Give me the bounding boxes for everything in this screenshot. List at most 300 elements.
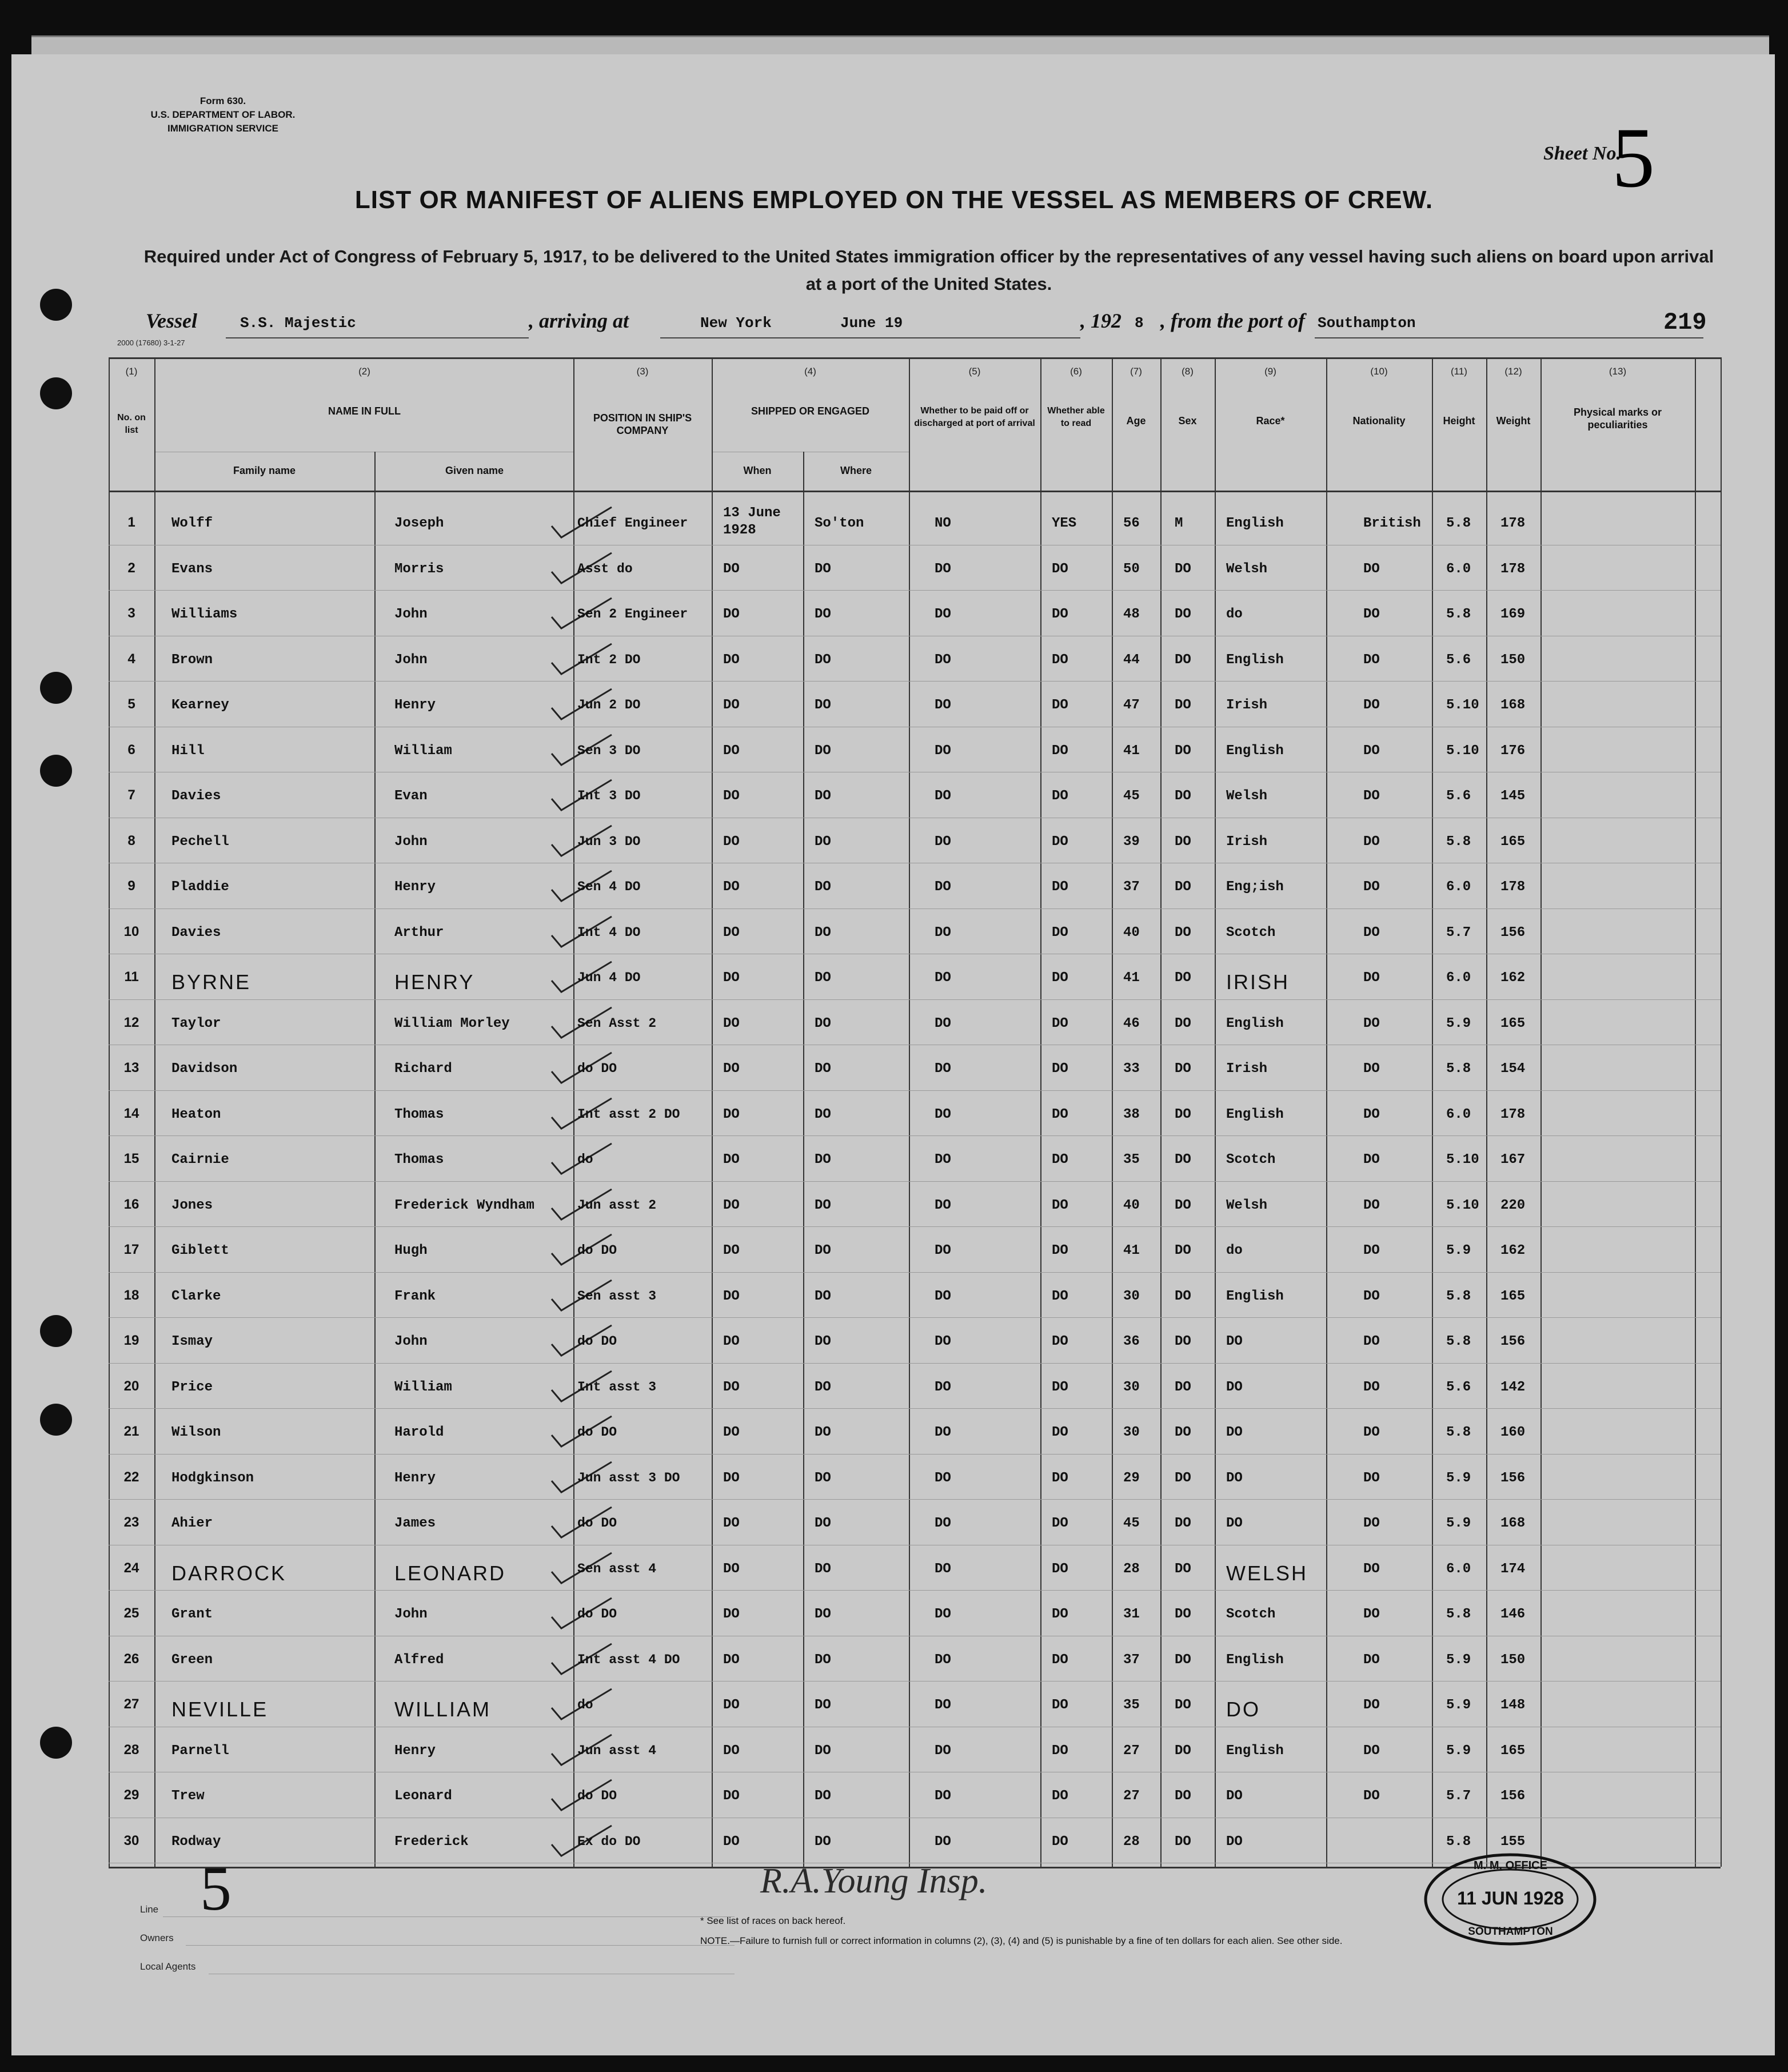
cell-weight: 165 <box>1500 1743 1526 1759</box>
col-number: (4) <box>804 366 816 377</box>
cell-shipped-where: DO <box>815 879 831 895</box>
cell-shipped-where: DO <box>815 561 831 577</box>
cell-given-name: Henry <box>394 1743 436 1759</box>
col-number: (6) <box>1070 366 1082 377</box>
cell-weight: 168 <box>1500 698 1526 713</box>
cell-race: DO <box>1226 1425 1243 1440</box>
form-header <box>109 94 337 136</box>
punch-hole <box>40 1727 72 1759</box>
cell-age: 47 <box>1123 698 1140 713</box>
cell-position: Jun 3 DO <box>577 834 641 849</box>
cell-given-name: Arthur <box>394 925 444 941</box>
cell-race: Welsh <box>1226 788 1268 804</box>
cell-given-name: James <box>394 1516 436 1531</box>
vessel-name: S.S. Majestic <box>240 314 356 332</box>
col-head-given: Given name <box>445 465 504 476</box>
cell-family-name: Parnell <box>171 1743 229 1759</box>
cell-weight: 165 <box>1500 1288 1526 1304</box>
footnote-races: * See list of races on back hereof. <box>700 1915 846 1926</box>
cell-row-number: 6 <box>127 742 135 758</box>
cell-age: 27 <box>1123 1788 1140 1804</box>
cell-given-name: John <box>394 1607 428 1622</box>
cell-paid-off: NO <box>935 516 951 531</box>
cell-nationality: DO <box>1363 1379 1380 1395</box>
cell-given-name: Joseph <box>394 516 444 531</box>
cell-shipped-where: DO <box>815 1516 831 1531</box>
cell-able-to-read: DO <box>1052 561 1068 577</box>
cell-shipped-when: DO <box>723 925 740 941</box>
footer-line-value: 5 <box>200 1854 232 1923</box>
cell-paid-off: DO <box>935 788 951 804</box>
cell-family-name: Ahier <box>171 1516 213 1531</box>
cell-nationality: DO <box>1363 1743 1380 1759</box>
cell-sex: DO <box>1175 1425 1191 1440</box>
cell-weight: 156 <box>1500 925 1526 941</box>
punch-hole <box>40 755 72 787</box>
department: U.S. DEPARTMENT OF LABOR. <box>150 109 296 120</box>
cell-position: do DO <box>577 1334 617 1349</box>
cell-row-number: 11 <box>124 969 139 985</box>
cell-nationality: DO <box>1363 1243 1380 1258</box>
cell-weight: 174 <box>1500 1561 1526 1577</box>
arrival-date: June 19 <box>840 314 903 332</box>
cell-position: do <box>577 1152 593 1167</box>
cell-age: 40 <box>1123 925 1140 941</box>
cell-family-name: Rodway <box>171 1834 221 1850</box>
col-border <box>712 357 713 1867</box>
cell-row-number: 5 <box>127 696 135 712</box>
cell-age: 41 <box>1123 743 1140 759</box>
cell-height: 5.6 <box>1446 652 1471 668</box>
cell-position: Sen 2 Engineer <box>577 607 688 621</box>
page-subtitle: Required under Act of Congress of February 5, 1917, to be delivered to the United States immigration officer by the representatives of any vessel having such aliens on board upon arrival at a port of the United States. <box>143 246 1714 294</box>
cell-shipped-where: DO <box>815 1106 831 1122</box>
cell-weight: 178 <box>1500 1106 1526 1122</box>
cell-race: WELSH <box>1226 1561 1308 1585</box>
cell-nationality: DO <box>1363 1470 1380 1486</box>
cell-position: Int asst 4 DO <box>577 1652 680 1667</box>
cell-given-name: William <box>394 743 452 759</box>
cell-family-name: Davidson <box>171 1061 238 1077</box>
cell-shipped-where: DO <box>815 1561 831 1577</box>
col-border <box>1486 357 1487 1867</box>
col-head-paid-off: Whether to be paid off or discharged at port of arrival <box>914 406 1035 428</box>
cell-shipped-when: DO <box>723 1834 740 1850</box>
cell-family-name: Green <box>171 1652 213 1668</box>
year-label: , 192 <box>1080 309 1122 332</box>
cell-family-name: Ismay <box>171 1334 213 1349</box>
cell-nationality: DO <box>1363 1607 1380 1622</box>
cell-able-to-read: DO <box>1052 1379 1068 1395</box>
cell-shipped-when: DO <box>723 1470 740 1486</box>
cell-race: Scotch <box>1226 1152 1276 1168</box>
col-border <box>1215 357 1216 1867</box>
cell-race: DO <box>1226 1470 1243 1486</box>
cell-sex: DO <box>1175 1379 1191 1395</box>
cell-weight: 150 <box>1500 1652 1526 1668</box>
cell-able-to-read: DO <box>1052 1425 1068 1440</box>
cell-family-name: DARROCK <box>171 1561 287 1585</box>
col-border <box>1721 357 1722 1867</box>
cell-shipped-where: DO <box>815 652 831 668</box>
arriving-label: , arriving at <box>529 309 629 332</box>
cell-age: 39 <box>1123 834 1140 850</box>
cell-sex: DO <box>1175 1743 1191 1759</box>
cell-sex: DO <box>1175 1243 1191 1258</box>
cell-nationality: DO <box>1363 1652 1380 1668</box>
cell-given-name: WILLIAM <box>394 1698 492 1721</box>
cell-family-name: Kearney <box>171 698 229 713</box>
cell-position: do DO <box>577 1607 617 1621</box>
cell-nationality: DO <box>1363 1561 1380 1577</box>
table-row-rule <box>109 681 1721 682</box>
cell-height: 5.9 <box>1446 1243 1471 1258</box>
cell-shipped-where: So'ton <box>815 516 864 531</box>
cell-position: Int 3 DO <box>577 788 641 803</box>
cell-race: do <box>1226 607 1243 622</box>
cell-race: English <box>1226 743 1284 759</box>
cell-nationality: DO <box>1363 834 1380 850</box>
cell-age: 46 <box>1123 1015 1140 1031</box>
cell-given-name: Henry <box>394 1470 436 1486</box>
cell-family-name: Davies <box>171 788 221 804</box>
cell-given-name: Henry <box>394 698 436 713</box>
cell-height: 6.0 <box>1446 970 1471 986</box>
col-head-height: Height <box>1443 415 1475 427</box>
cell-age: 41 <box>1123 1243 1140 1258</box>
cell-family-name: Price <box>171 1379 213 1395</box>
cell-position: Sen Asst 2 <box>577 1015 657 1031</box>
cell-paid-off: DO <box>935 1834 951 1850</box>
cell-row-number: 23 <box>123 1515 139 1530</box>
cell-race: English <box>1226 1106 1284 1122</box>
col-number: (10) <box>1370 366 1388 377</box>
cell-given-name: Morris <box>394 561 444 577</box>
cell-nationality: DO <box>1363 1106 1380 1122</box>
cell-able-to-read: DO <box>1052 607 1068 622</box>
cell-weight: 156 <box>1500 1788 1526 1804</box>
col-border <box>1432 357 1433 1867</box>
cell-height: 6.0 <box>1446 1106 1471 1122</box>
cell-family-name: Jones <box>171 1197 213 1213</box>
vessel-underline <box>226 337 529 338</box>
arrival-underline <box>660 337 1080 338</box>
col-number: (7) <box>1130 366 1142 377</box>
cell-able-to-read: DO <box>1052 1652 1068 1668</box>
cell-shipped-where: DO <box>815 1379 831 1395</box>
cell-family-name: Cairnie <box>171 1152 229 1168</box>
cell-able-to-read: DO <box>1052 1698 1068 1713</box>
col-head-sex: Sex <box>1178 415 1197 427</box>
cell-family-name: Evans <box>171 561 213 577</box>
punch-hole <box>40 377 72 409</box>
form-code: 2000 (17680) 3-1-27 <box>117 338 185 347</box>
cell-able-to-read: DO <box>1052 1743 1068 1759</box>
cell-position: Asst do <box>577 561 633 576</box>
col-border <box>1326 357 1327 1867</box>
cell-paid-off: DO <box>935 1379 951 1395</box>
cell-weight: 150 <box>1500 652 1526 668</box>
cell-age: 30 <box>1123 1425 1140 1440</box>
cell-row-number: 7 <box>127 787 135 803</box>
footer-owners-label: Owners <box>140 1932 174 1943</box>
cell-shipped-where: DO <box>815 743 831 759</box>
col-number: (8) <box>1182 366 1194 377</box>
cell-weight: 165 <box>1500 1015 1526 1031</box>
vessel-label: Vessel <box>146 309 197 332</box>
cell-race: Eng;ish <box>1226 879 1284 895</box>
cell-given-name: William Morley <box>394 1015 510 1031</box>
cell-weight: 148 <box>1500 1698 1526 1713</box>
cell-able-to-read: DO <box>1052 1106 1068 1122</box>
cell-shipped-when: DO <box>723 1607 740 1622</box>
cell-height: 6.0 <box>1446 1561 1471 1577</box>
cell-able-to-read: DO <box>1052 1788 1068 1804</box>
cell-nationality: DO <box>1363 1288 1380 1304</box>
cell-paid-off: DO <box>935 1652 951 1668</box>
cell-position: Sen asst 3 <box>577 1288 657 1304</box>
cell-given-name: LEONARD <box>394 1561 506 1585</box>
cell-age: 36 <box>1123 1334 1140 1349</box>
cell-family-name: Hodgkinson <box>171 1470 254 1486</box>
cell-height: 5.8 <box>1446 1288 1471 1304</box>
cell-shipped-where: DO <box>815 1698 831 1713</box>
cell-height: 5.10 <box>1446 1197 1479 1213</box>
cell-given-name: Leonard <box>394 1788 452 1804</box>
cell-shipped-when: DO <box>723 561 740 577</box>
cell-position: do DO <box>577 1788 617 1803</box>
cell-sex: DO <box>1175 788 1191 804</box>
cell-shipped-where: DO <box>815 1607 831 1622</box>
cell-position: Sen 3 DO <box>577 743 641 758</box>
cell-height: 5.8 <box>1446 1061 1471 1077</box>
cell-height: 5.8 <box>1446 1607 1471 1622</box>
cell-family-name: BYRNE <box>171 970 252 994</box>
cell-shipped-where: DO <box>815 1743 831 1759</box>
cell-weight: 168 <box>1500 1516 1526 1531</box>
cell-nationality: DO <box>1363 1152 1380 1168</box>
cell-sex: DO <box>1175 743 1191 759</box>
cell-family-name: Giblett <box>171 1243 229 1258</box>
cell-sex: DO <box>1175 925 1191 941</box>
cell-row-number: 14 <box>123 1105 139 1121</box>
col-border <box>909 357 910 1867</box>
cell-race: Welsh <box>1226 1197 1268 1213</box>
cell-sex: DO <box>1175 1470 1191 1486</box>
from-label: , from the port of <box>1160 309 1306 332</box>
cell-paid-off: DO <box>935 1425 951 1440</box>
cell-row-number: 4 <box>127 651 135 667</box>
cell-race: Scotch <box>1226 1607 1276 1622</box>
cell-row-number: 18 <box>123 1287 139 1303</box>
cell-nationality: DO <box>1363 970 1380 986</box>
cell-able-to-read: DO <box>1052 1243 1068 1258</box>
cell-age: 28 <box>1123 1561 1140 1577</box>
cell-age: 37 <box>1123 1652 1140 1668</box>
cell-race: DO <box>1226 1334 1243 1349</box>
cell-able-to-read: DO <box>1052 1334 1068 1349</box>
cell-family-name: Wilson <box>171 1425 221 1440</box>
cell-given-name: Evan <box>394 788 428 804</box>
cell-sex: DO <box>1175 1015 1191 1031</box>
cell-weight: 165 <box>1500 834 1526 850</box>
table-row-rule <box>109 1226 1721 1227</box>
table-row-rule <box>109 1454 1721 1455</box>
col-border <box>803 452 804 1867</box>
cell-sex: DO <box>1175 1288 1191 1304</box>
cell-shipped-when: DO <box>723 1652 740 1668</box>
cell-nationality: DO <box>1363 1334 1380 1349</box>
cell-paid-off: DO <box>935 1334 951 1349</box>
cell-family-name: Brown <box>171 652 213 668</box>
cell-position: Jun asst 4 <box>577 1743 657 1758</box>
cell-shipped-when: DO <box>723 1015 740 1031</box>
footer-agents-label: Local Agents <box>140 1961 196 1972</box>
cell-age: 33 <box>1123 1061 1140 1077</box>
cell-family-name: Wolff <box>171 516 213 531</box>
cell-given-name: John <box>394 1334 428 1349</box>
cell-able-to-read: DO <box>1052 1288 1068 1304</box>
cell-paid-off: DO <box>935 925 951 941</box>
cell-age: 45 <box>1123 1516 1140 1531</box>
cell-race: IRISH <box>1226 970 1290 994</box>
col-head-nationality: Nationality <box>1352 415 1406 427</box>
cell-shipped-when: DO <box>723 652 740 668</box>
cell-weight: 145 <box>1500 788 1526 804</box>
cell-sex: DO <box>1175 834 1191 850</box>
cell-able-to-read: DO <box>1052 834 1068 850</box>
inspector-signature <box>760 1861 987 1902</box>
cell-sex: DO <box>1175 970 1191 986</box>
table-top-border <box>109 357 1721 359</box>
cell-given-name: John <box>394 834 428 850</box>
cell-sex: DO <box>1175 1516 1191 1531</box>
cell-shipped-where: DO <box>815 788 831 804</box>
cell-row-number: 25 <box>123 1605 139 1621</box>
cell-race: Welsh <box>1226 561 1268 577</box>
stamp-top-text: M. M. OFFICE <box>1474 1859 1547 1872</box>
cell-sex: DO <box>1175 561 1191 577</box>
cell-paid-off: DO <box>935 834 951 850</box>
cell-nationality: DO <box>1363 1061 1380 1077</box>
cell-position: Chief Engineer <box>577 516 688 531</box>
cell-height: 6.0 <box>1446 879 1471 895</box>
cell-given-name: Richard <box>394 1061 452 1077</box>
cell-shipped-when: DO <box>723 1698 740 1713</box>
cell-given-name: John <box>394 607 428 622</box>
cell-able-to-read: YES <box>1052 516 1077 531</box>
cell-weight: 142 <box>1500 1379 1526 1395</box>
cell-age: 31 <box>1123 1607 1140 1622</box>
col-number: (2) <box>358 366 370 377</box>
cell-nationality: DO <box>1363 698 1380 713</box>
cell-shipped-where: DO <box>815 1334 831 1349</box>
cell-able-to-read: DO <box>1052 1152 1068 1168</box>
col-head-marks: Physical marks or peculiarities <box>1573 407 1662 431</box>
cell-weight: 162 <box>1500 1243 1526 1258</box>
cell-shipped-where: DO <box>815 1788 831 1804</box>
stamp-date: 11 JUN 1928 <box>1457 1888 1564 1908</box>
table-row-rule <box>109 1499 1721 1500</box>
cell-paid-off: DO <box>935 970 951 986</box>
cell-height: 5.9 <box>1446 1516 1471 1531</box>
cell-race: Irish <box>1226 698 1268 713</box>
cell-row-number: 3 <box>127 605 135 621</box>
cell-shipped-where: DO <box>815 1197 831 1213</box>
cell-given-name: HENRY <box>394 970 475 994</box>
cell-paid-off: DO <box>935 1197 951 1213</box>
cell-weight: 146 <box>1500 1607 1526 1622</box>
cell-paid-off: DO <box>935 1743 951 1759</box>
cell-age: 41 <box>1123 970 1140 986</box>
cell-paid-off: DO <box>935 1015 951 1031</box>
table-row-rule <box>109 1317 1721 1318</box>
cell-shipped-where: DO <box>815 698 831 713</box>
cell-paid-off: DO <box>935 607 951 622</box>
cell-weight: 155 <box>1500 1834 1526 1850</box>
cell-shipped-when: DO <box>723 1788 740 1804</box>
col-head-read: Whether able to read <box>1047 406 1105 428</box>
cell-row-number: 24 <box>123 1560 139 1576</box>
col-head-where: Where <box>840 465 872 476</box>
cell-sex: DO <box>1175 1788 1191 1804</box>
cell-paid-off: DO <box>935 1516 951 1531</box>
cell-row-number: 28 <box>123 1742 139 1758</box>
cell-position: Sen asst 4 <box>577 1561 657 1576</box>
cell-race: DO <box>1226 1698 1260 1721</box>
cell-able-to-read: DO <box>1052 743 1068 759</box>
cell-height: 5.6 <box>1446 788 1471 804</box>
cell-nationality: DO <box>1363 1015 1380 1031</box>
cell-position: Ex do DO <box>577 1834 641 1849</box>
cell-sex: DO <box>1175 1561 1191 1577</box>
cell-given-name: Hugh <box>394 1243 428 1258</box>
table-row-rule <box>109 1181 1721 1182</box>
cell-paid-off: DO <box>935 1561 951 1577</box>
cell-paid-off: DO <box>935 1061 951 1077</box>
cell-shipped-when: DO <box>723 1743 740 1759</box>
cell-age: 38 <box>1123 1106 1140 1122</box>
cell-row-number: 9 <box>127 878 135 894</box>
cell-shipped-when: DO <box>723 1243 740 1258</box>
cell-height: 5.9 <box>1446 1470 1471 1486</box>
col-number: (12) <box>1504 366 1522 377</box>
cell-weight: 167 <box>1500 1152 1526 1168</box>
table-row-rule <box>109 999 1721 1000</box>
cell-family-name: Pechell <box>171 834 229 850</box>
cell-race: DO <box>1226 1788 1243 1804</box>
col-number: (1) <box>125 366 138 377</box>
signature-text: R.A.Young Insp. <box>760 1862 988 1900</box>
office-stamp <box>1423 1852 1598 1947</box>
cell-shipped-where: DO <box>815 834 831 850</box>
year-digit: 8 <box>1135 314 1144 332</box>
cell-race: English <box>1226 1743 1284 1759</box>
cell-race: Irish <box>1226 834 1268 850</box>
cell-family-name: Williams <box>171 607 238 622</box>
cell-paid-off: DO <box>935 652 951 668</box>
cell-position: Int asst 2 DO <box>577 1106 680 1122</box>
cell-shipped-where: DO <box>815 1470 831 1486</box>
table-row-rule <box>109 1590 1721 1591</box>
cell-paid-off: DO <box>935 1698 951 1713</box>
cell-nationality: DO <box>1363 1698 1380 1713</box>
cell-race: Irish <box>1226 1061 1268 1077</box>
col-head-age: Age <box>1126 415 1146 427</box>
cell-sex: DO <box>1175 1334 1191 1349</box>
cell-position: Sen 4 DO <box>577 879 641 894</box>
cell-sex: DO <box>1175 1152 1191 1168</box>
